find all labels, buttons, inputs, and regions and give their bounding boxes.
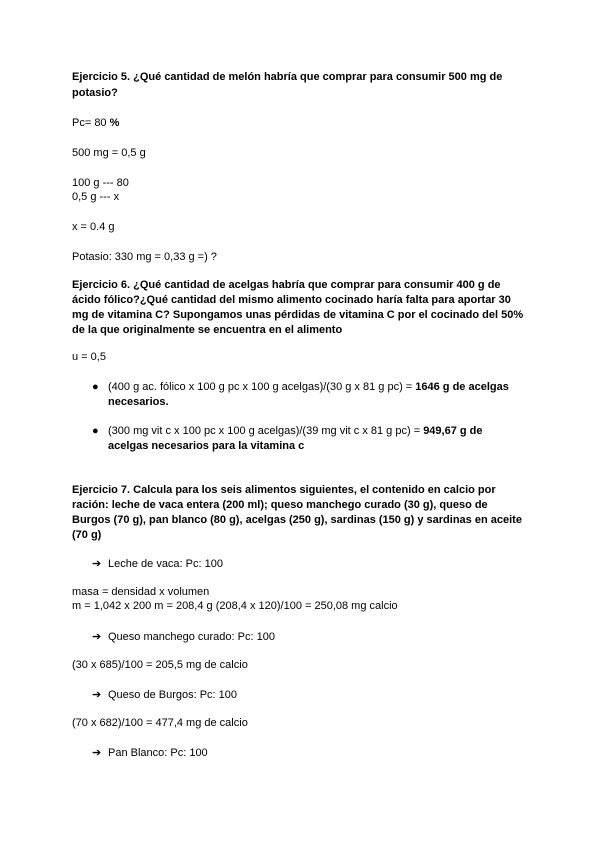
ex6-title-line1: Ejercicio 6. ¿Qué cantidad de acelgas habría que comprar para consumir 400 g de (72, 279, 501, 291)
ex6-bullet1-line1 (108, 380, 509, 395)
ex6-bullet2-line2: acelgas necesarios para la vitamina c (108, 440, 305, 452)
ex6-title-line2: ácido fólico?¿Qué cantidad del mismo alimento cocinado haría falta para aportar 30 (72, 294, 511, 306)
ex7-title-line1: Ejercicio 7. Calcula para los seis alimentos siguientes, el contenido en calcio por (72, 484, 496, 496)
ex6-bullet1-line2: necesarios. (108, 396, 169, 408)
ex7-calc-manchego: (30 x 685)/100 = 205,5 mg de calcio (72, 659, 248, 671)
ex7-item-burgos: Queso de Burgos: Pc: 100 (108, 689, 238, 701)
ex5-pc-text: Pc= 80 (72, 117, 110, 129)
bullet-icon: ● (92, 381, 99, 393)
ex5-x: x = 0.4 g (72, 221, 115, 233)
ex7-title-line4: (70 g) (72, 529, 102, 541)
ex7-title-line2: ración: leche de vaca entera (200 ml); queso manchego curado (30 g), queso de (72, 499, 488, 511)
ex7-item-pan: Pan Blanco: Pc: 100 (108, 747, 208, 759)
ex6-bullet2-text: (300 mg vit c x 100 pc x 100 g acelgas)/(39 mg vit c x 81 g pc) = (108, 425, 424, 437)
ex5-500mg: 500 mg = 0,5 g (72, 147, 146, 159)
ex5-title-line2: potasio? (72, 87, 118, 99)
ex5-pc-unit: % (109, 117, 120, 129)
ex7-item-leche: Leche de vaca: Pc: 100 (108, 558, 223, 570)
arrow-icon: ➔ (92, 558, 102, 570)
ex6-bullet2-line1 (108, 424, 483, 439)
ex5-potasio: Potasio: 330 mg = 0,33 g =) ? (72, 251, 217, 263)
ex6-bullet1-text: (400 g ac. fólico x 100 g pc x 100 g acelgas)/(30 g x 81 g pc) = (108, 381, 416, 393)
ex6-title-line4: de la que originalmente se encuentra en el alimento (72, 324, 343, 336)
ex6-bullet1-result: 1646 g de acelgas (415, 381, 509, 393)
ex7-calc-burgos: (70 x 682)/100 = 477,4 mg de calcio (72, 717, 248, 729)
ex6-bullet2-result: 949,67 g de (423, 425, 483, 437)
arrow-icon: ➔ (92, 689, 102, 701)
ex5-100g: 100 g --- 80 (72, 177, 129, 189)
arrow-icon: ➔ (92, 747, 102, 759)
ex7-item-manchego: Queso manchego curado: Pc: 100 (108, 631, 275, 643)
ex7-m-calc: m = 1,042 x 200 m = 208,4 g (208,4 x 120)/100 = 250,08 mg calcio (72, 600, 398, 612)
ex5-title-line1: Ejercicio 5. ¿Qué cantidad de melón habría que comprar para consumir 500 mg de (72, 71, 503, 83)
ex7-masa: masa = densidad x volumen (72, 586, 210, 598)
arrow-icon: ➔ (92, 631, 102, 643)
bullet-icon: ● (92, 425, 99, 437)
ex5-pc-line (72, 116, 119, 131)
ex7-title-line3: Burgos (70 g), pan blanco (80 g), acelgas (250 g), sardinas (150 g) y sardinas en aceite (72, 514, 522, 526)
ex6-u: u = 0,5 (72, 351, 106, 363)
ex6-title-line3: mg de vitamina C? Supongamos unas pérdidas de vitamina C por el cocinado del 50% (72, 309, 524, 321)
ex5-05g: 0,5 g --- x (72, 191, 120, 203)
